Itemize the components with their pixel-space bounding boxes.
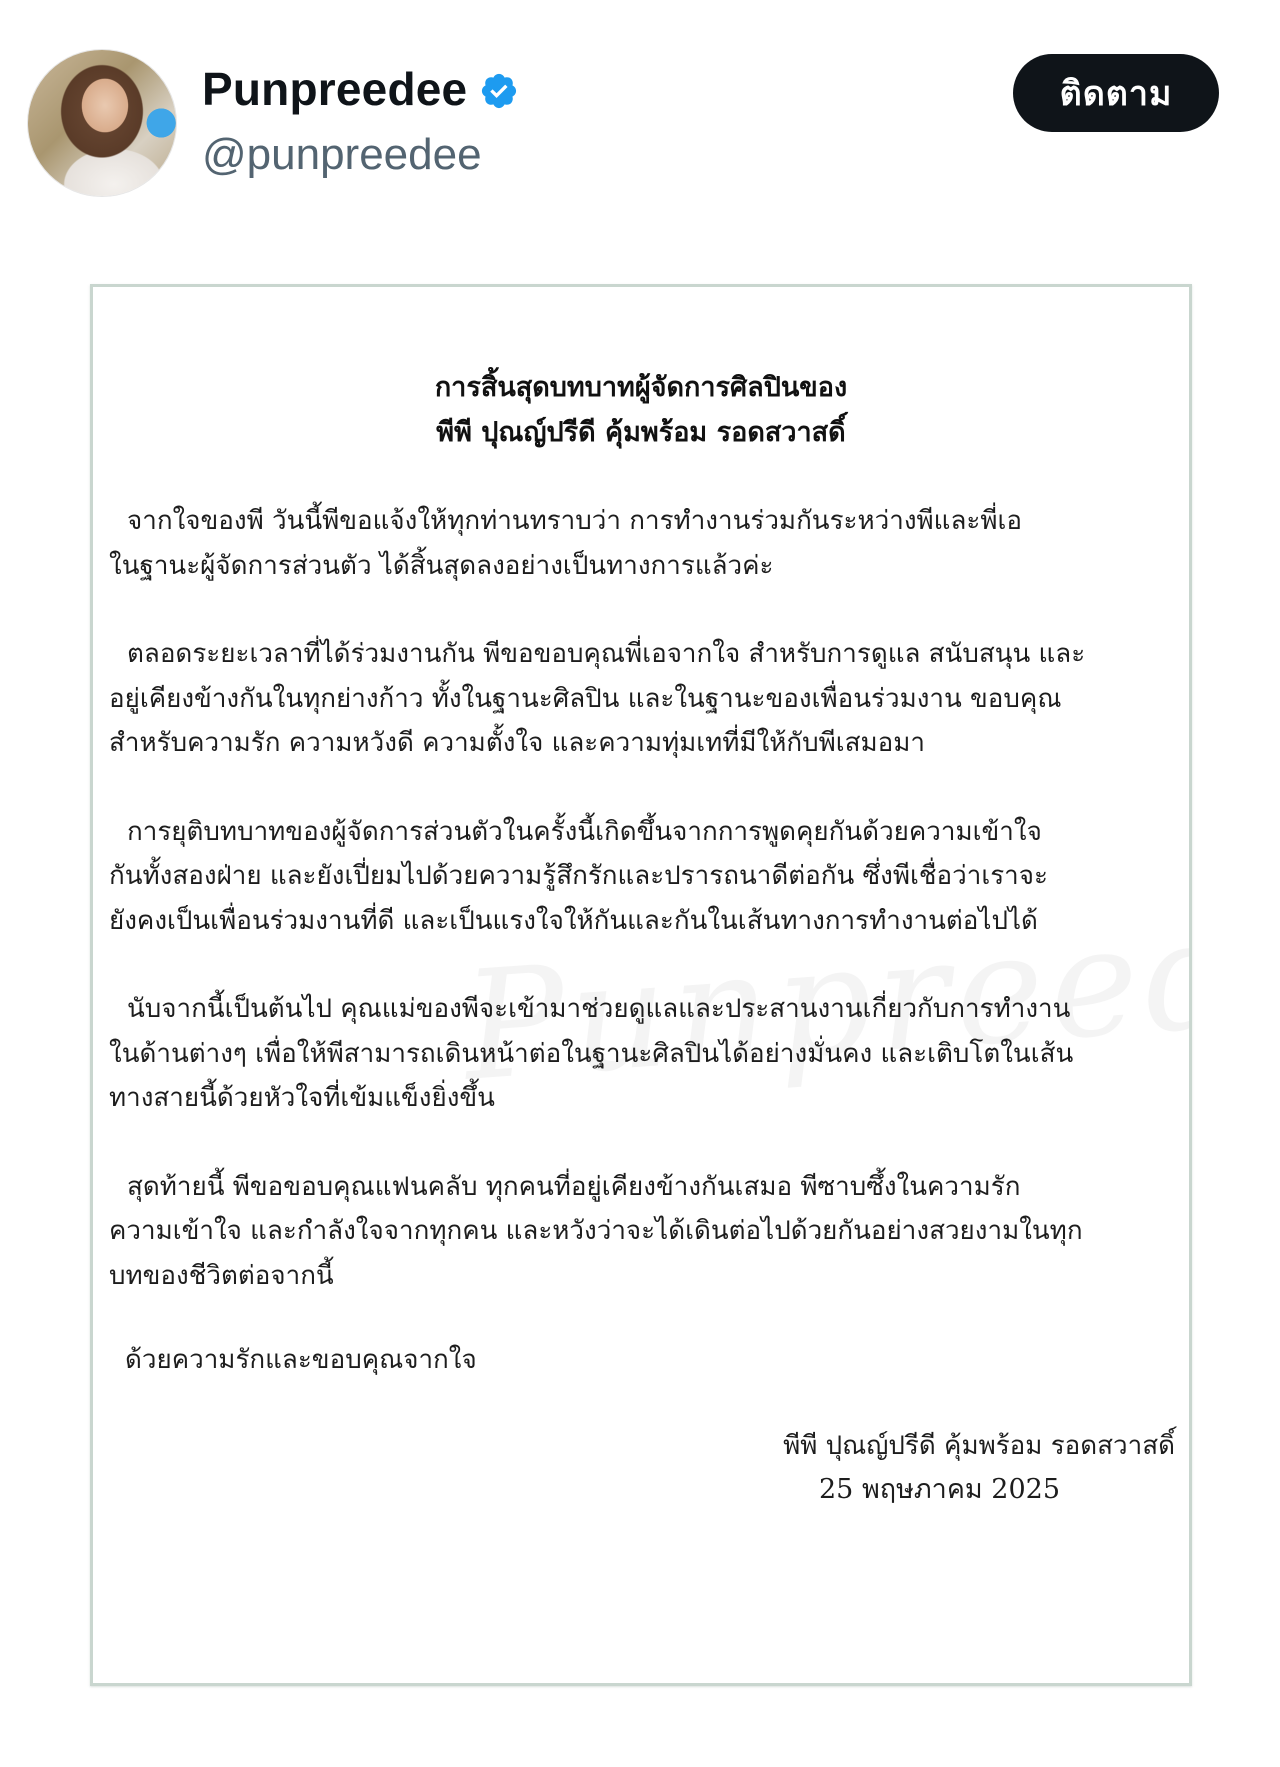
closing-line: ด้วยความรักและขอบคุณจากใจ — [125, 1345, 477, 1375]
display-name-row — [202, 62, 519, 116]
paragraph-line: อยู่เคียงข้างกันในทุกย่างก้าว ทั้งในฐานะศิลปิน และในฐานะของเพื่อนร่วมงาน ขอบคุณ — [109, 683, 1062, 714]
paragraph-line: สำหรับความรัก ความหวังดี ความตั้งใจ และความทุ่มเทที่มีให้กับพีเสมอมา — [109, 728, 926, 758]
paragraph-line: จากใจของพี วันนี้พีขอแจ้งให้ทุกท่านทราบว่า การทำงานร่วมกันระหว่างพีและพี่เอ — [127, 506, 1022, 536]
profile-header — [0, 0, 1280, 220]
paragraph-line: สุดท้ายนี้ พีขอขอบคุณแฟนคลับ ทุกคนที่อยู่เคียงข้างกันเสมอ พีซาบซึ้งในความรัก — [127, 1171, 1021, 1202]
display-name[interactable]: Punpreedee — [202, 63, 468, 115]
paragraph-3 — [109, 810, 1189, 944]
user-handle[interactable]: @punpreedee — [202, 130, 482, 179]
paragraph-4 — [109, 987, 1189, 1121]
letter-body — [109, 499, 1189, 1342]
paragraph-line: การยุติบทบาทของผู้จัดการส่วนตัวในครั้งนี้เกิดขึ้นจากการพูดคุยกันด้วยความเข้าใจ — [127, 816, 1042, 847]
paragraph-5 — [109, 1165, 1189, 1299]
paragraph-line: ในด้านต่างๆ เพื่อให้พีสามารถเดินหน้าต่อในฐานะศิลปินได้อย่างมั่นคง และเติบโตในเส้น — [109, 1038, 1074, 1069]
paragraph-1 — [109, 499, 1189, 588]
statement-letter — [90, 284, 1192, 1686]
paragraph-line: ในฐานะผู้จัดการส่วนตัว ได้สิ้นสุดลงอย่างเป็นทางการแล้วค่ะ — [109, 550, 774, 581]
letter-title-line: การสิ้นสุดบทบาทผู้จัดการศิลปินของ — [434, 372, 848, 403]
paragraph-line: ทางสายนี้ด้วยหัวใจที่เข้มแข็งยิ่งขึ้น — [109, 1083, 495, 1113]
paragraph-line: กันทั้งสองฝ่าย และยังเปี่ยมไปด้วยความรู้สึกรักและปรารถนาดีต่อกัน ซึ่งพีเชื่อว่าเราจะ — [109, 861, 1048, 891]
signature: พีพี ปุณญ์ปรีดี คุ้มพร้อม รอดสวาสดิ์ — [783, 1431, 1175, 1461]
letter-date: 25 พฤษภาคม 2025 — [819, 1474, 1060, 1505]
paragraph-2 — [109, 632, 1189, 766]
follow-button[interactable]: ติดตาม — [1013, 54, 1219, 132]
verified-badge-icon — [479, 71, 519, 111]
avatar[interactable] — [28, 50, 176, 196]
paragraph-line: ความเข้าใจ และกำลังใจจากทุกคน และหวังว่าจะได้เดินต่อไปด้วยกันอย่างสวยงามในทุก — [109, 1216, 1083, 1246]
paragraph-line: บทของชีวิตต่อจากนี้ — [109, 1260, 334, 1291]
paragraph-line: ยังคงเป็นเพื่อนร่วมงานที่ดี และเป็นแรงใจให้กันและกันในเส้นทางการทำงานต่อไปได้ — [109, 905, 1038, 936]
paragraph-line: ตลอดระยะเวลาที่ได้ร่วมงานกัน พีขอขอบคุณพี่เอจากใจ สำหรับการดูแล สนับสนุน และ — [127, 639, 1086, 669]
letter-title-line: พีพี ปุณญ์ปรีดี คุ้มพร้อม รอดสวาสดิ์ — [436, 417, 846, 448]
paragraph-line: นับจากนี้เป็นต้นไป คุณแม่ของพีจะเข้ามาช่วยดูแลและประสานงานเกี่ยวกับการทำงาน — [127, 994, 1071, 1024]
letter-title — [93, 365, 1189, 455]
